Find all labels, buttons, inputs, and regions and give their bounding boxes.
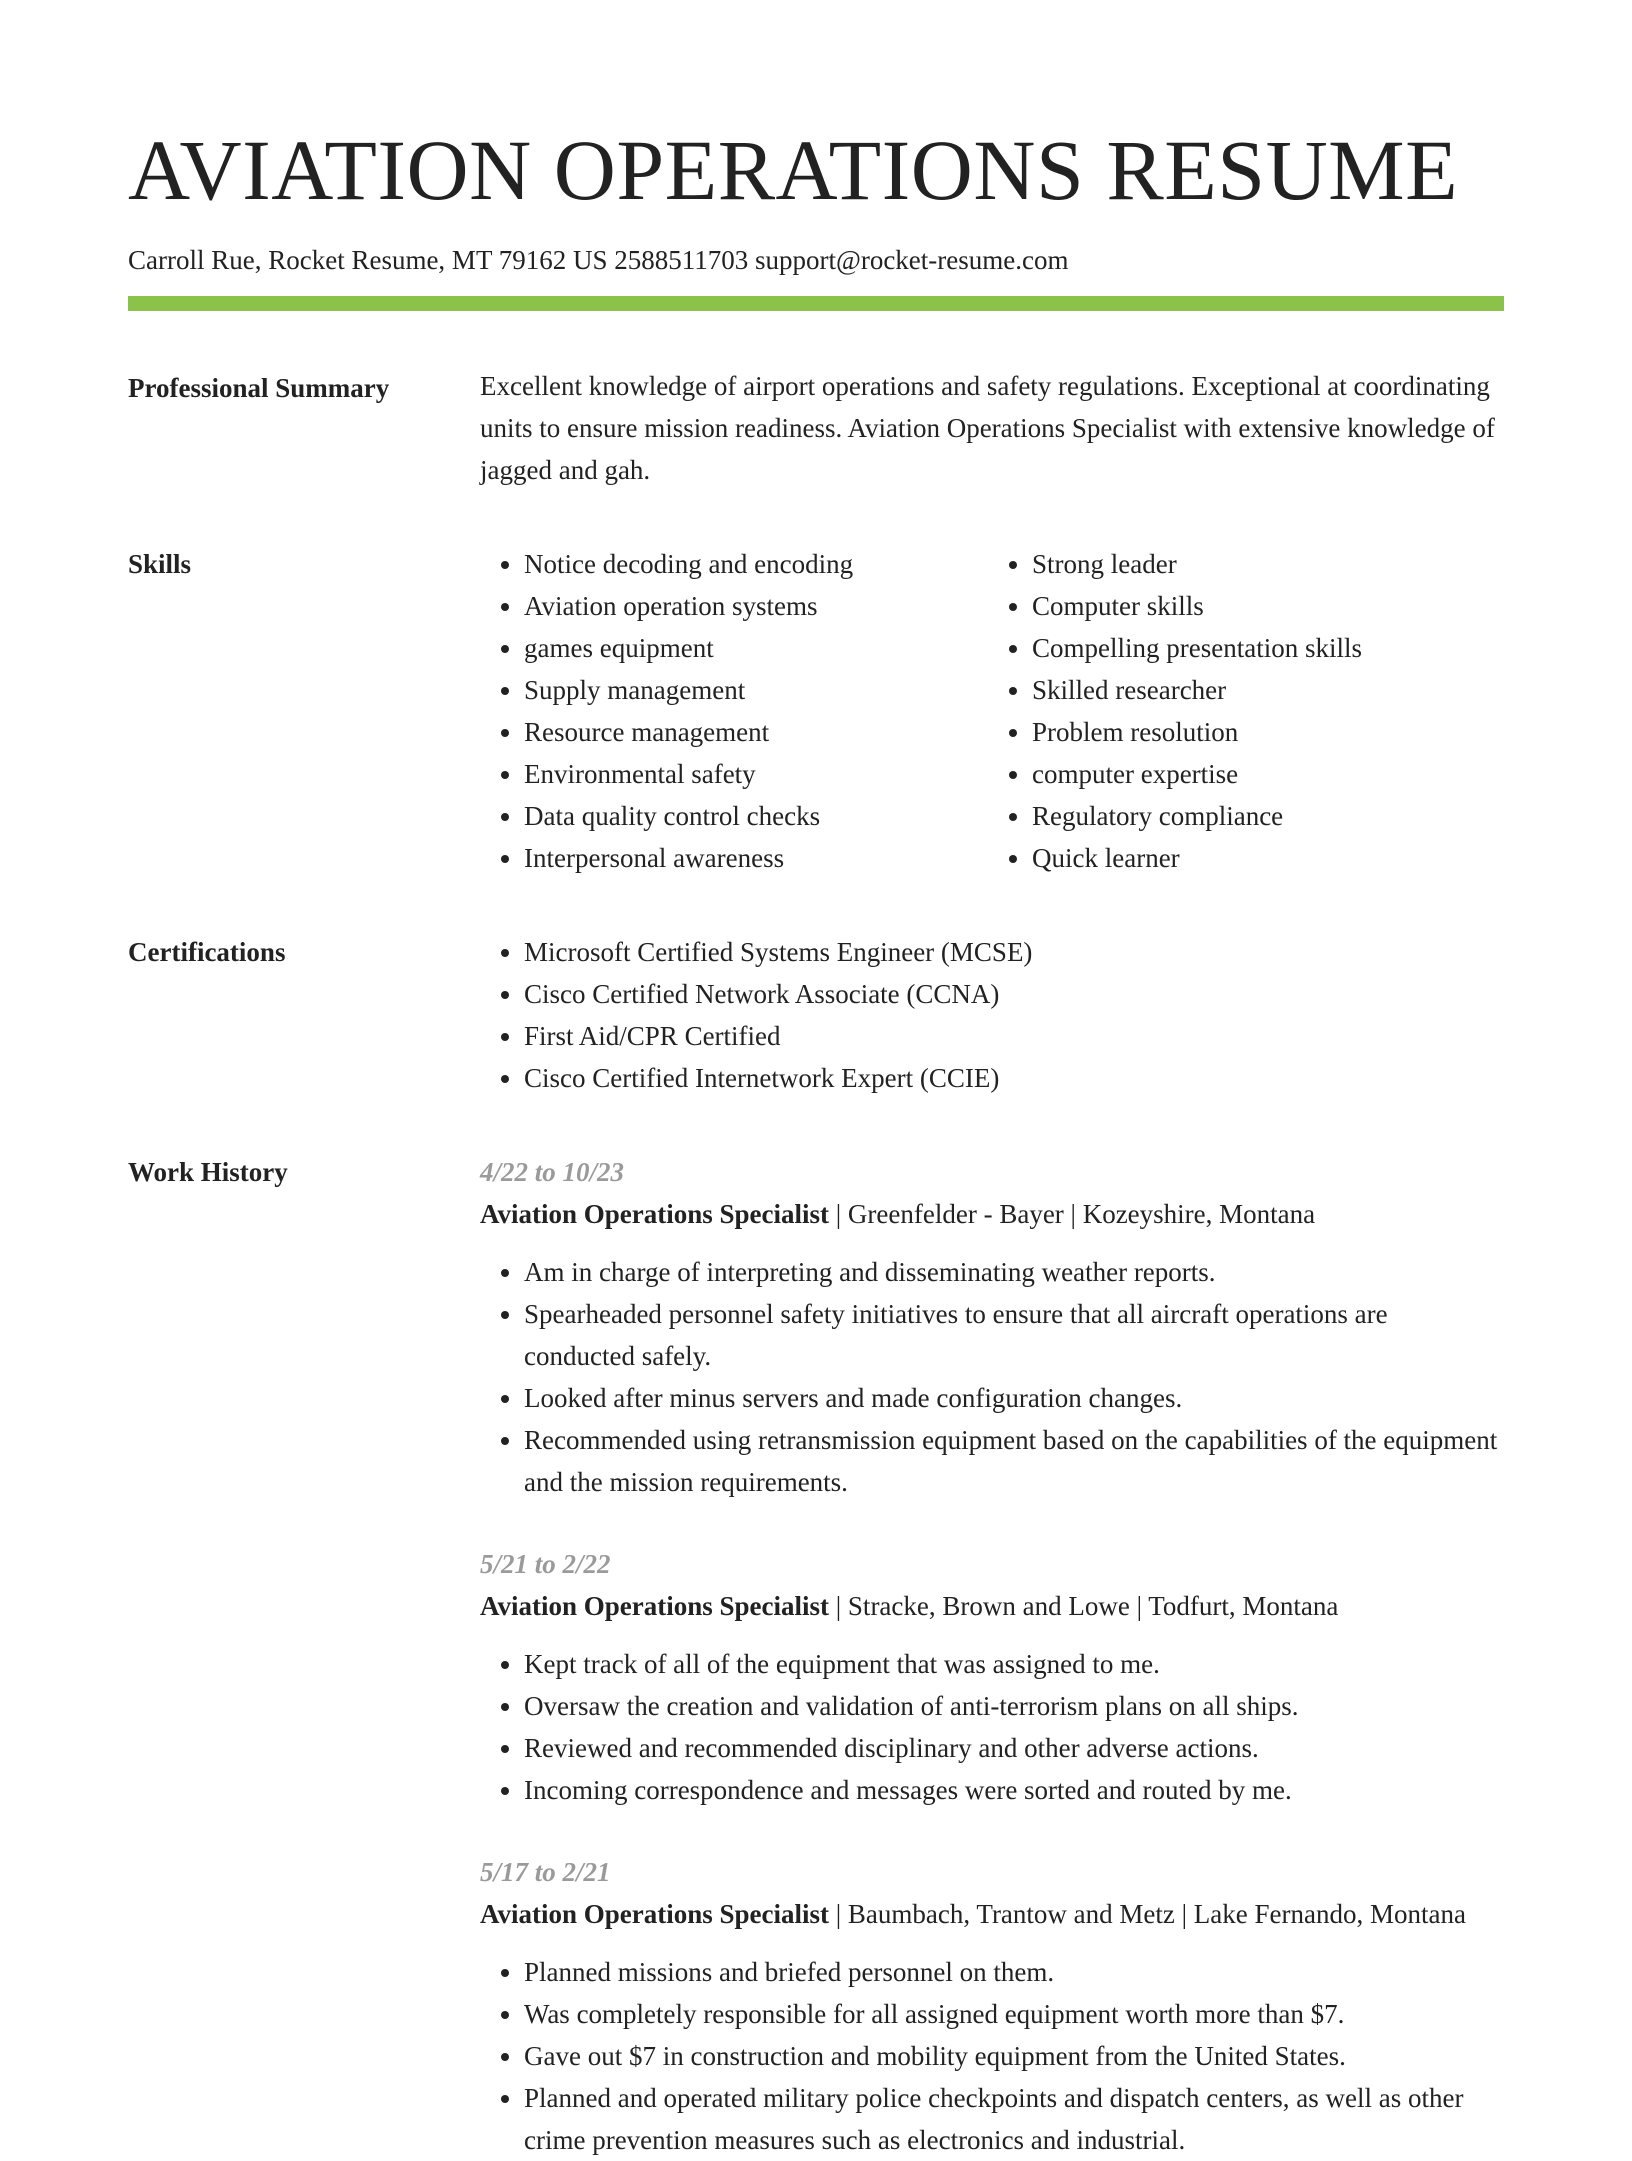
resume-title: AVIATION OPERATIONS RESUME [128, 122, 1459, 218]
job-heading [480, 1893, 1504, 1935]
job-title: Aviation Operations Specialist [480, 1899, 830, 1929]
skill-item: • Supply management [524, 669, 984, 711]
skill-item: • Notice decoding and encoding [524, 543, 984, 585]
job-bullet: • Kept track of all of the equipment that was assigned to me. [524, 1643, 1504, 1685]
job-bullet: • Reviewed and recommended disciplinary and other adverse actions. [524, 1727, 1504, 1769]
skills-list-left [480, 543, 984, 879]
section-label-certifications: Certifications [128, 937, 286, 967]
summary-text: Excellent knowledge of airport operations and safety regulations. Exceptional at coordinating units to ensure mission readiness. Aviation Operations Specialist with extensive knowledge of jagged and gah. [480, 371, 1495, 485]
job-dates: 4/22 to 10/23 [480, 1157, 625, 1187]
section-label-skills: Skills [128, 549, 192, 579]
job-entry [480, 1151, 1504, 1503]
job-details: | Baumbach, Trantow and Metz | Lake Fernando, Montana [829, 1899, 1466, 1929]
job-bullet: • Spearheaded personnel safety initiatives to ensure that all aircraft operations are conducted safely. [524, 1293, 1504, 1377]
job-bullet: • Recommended using retransmission equipment based on the capabilities of the equipment and the mission requirements. [524, 1419, 1504, 1503]
skill-item: • Aviation operation systems [524, 585, 984, 627]
header-divider [128, 296, 1504, 311]
job-heading [480, 1585, 1504, 1627]
job-dates: 5/17 to 2/21 [480, 1857, 611, 1887]
job-bullet: • Planned missions and briefed personnel on them. [524, 1951, 1504, 1993]
job-bullet: • Looked after minus servers and made configuration changes. [524, 1377, 1504, 1419]
skill-item: • Quick learner [1032, 837, 1502, 879]
job-bullet: • Oversaw the creation and validation of anti-terrorism plans on all ships. [524, 1685, 1504, 1727]
job-bullet: • Planned and operated military police checkpoints and dispatch centers, as well as other crime prevention measures such as electronics and industrial. [524, 2077, 1504, 2161]
job-dates: 5/21 to 2/22 [480, 1549, 611, 1579]
job-bullet: • Gave out $7 in construction and mobility equipment from the United States. [524, 2035, 1504, 2077]
skill-item: • computer expertise [1032, 753, 1502, 795]
skill-item: • Resource management [524, 711, 984, 753]
skill-item: • Data quality control checks [524, 795, 984, 837]
job-details: | Stracke, Brown and Lowe | Todfurt, Montana [829, 1591, 1339, 1621]
skills-list-right [984, 543, 1502, 879]
skill-item: • Environmental safety [524, 753, 984, 795]
job-title: Aviation Operations Specialist [480, 1591, 830, 1621]
job-bullet: • Incoming correspondence and messages were sorted and routed by me. [524, 1769, 1504, 1811]
certifications-list [480, 931, 1504, 1099]
job-bullets [480, 1643, 1504, 1811]
skills-section [128, 543, 1504, 879]
job-bullets [480, 1951, 1504, 2161]
job-heading [480, 1193, 1504, 1235]
skill-item: • Skilled researcher [1032, 669, 1502, 711]
job-title: Aviation Operations Specialist [480, 1199, 830, 1229]
work-history-section [128, 1151, 1504, 2161]
skill-item: • Regulatory compliance [1032, 795, 1502, 837]
job-entry [480, 1851, 1504, 2161]
skill-item: • Strong leader [1032, 543, 1502, 585]
summary-section [128, 367, 1504, 491]
job-details: | Greenfelder - Bayer | Kozeyshire, Montana [829, 1199, 1316, 1229]
resume-page [128, 0, 1504, 2161]
job-bullets [480, 1251, 1504, 1503]
skill-item: • Compelling presentation skills [1032, 627, 1502, 669]
job-entry [480, 1543, 1504, 1811]
section-label-summary: Professional Summary [128, 373, 390, 403]
job-bullet: • Am in charge of interpreting and disseminating weather reports. [524, 1251, 1504, 1293]
skill-item: • Problem resolution [1032, 711, 1502, 753]
certification-item: • Microsoft Certified Systems Engineer (MCSE) [524, 931, 1504, 973]
certification-item: • Cisco Certified Internetwork Expert (CCIE) [524, 1057, 1504, 1099]
certifications-section [128, 931, 1504, 1099]
skill-item: • Computer skills [1032, 585, 1502, 627]
contact-line: Carroll Rue, Rocket Resume, MT 79162 US 2588511703 support@rocket-resume.com [128, 245, 1069, 275]
certification-item: • Cisco Certified Network Associate (CCNA) [524, 973, 1504, 1015]
certification-item: • First Aid/CPR Certified [524, 1015, 1504, 1057]
skill-item: • games equipment [524, 627, 984, 669]
job-bullet: • Was completely responsible for all assigned equipment worth more than $7. [524, 1993, 1504, 2035]
section-label-work-history: Work History [128, 1157, 288, 1187]
skill-item: • Interpersonal awareness [524, 837, 984, 879]
